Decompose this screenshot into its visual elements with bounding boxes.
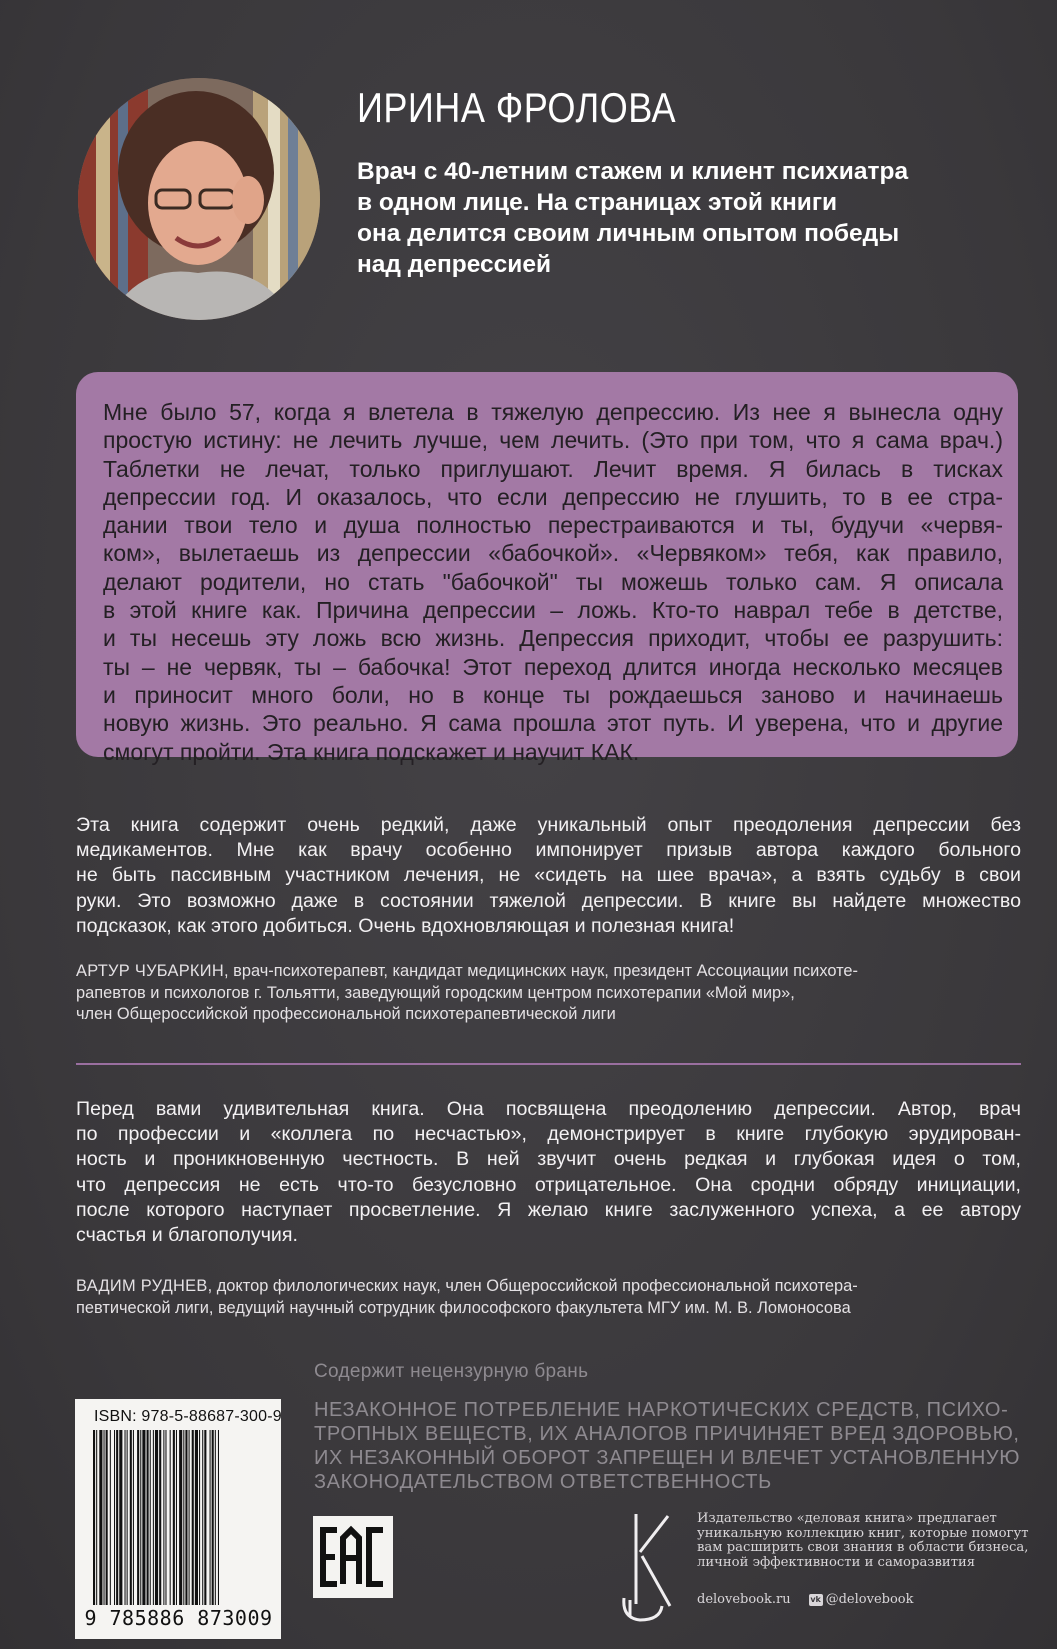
barcode-bar <box>202 1430 203 1605</box>
author-bio <box>357 156 997 280</box>
drug-warning-line: ЗАКОНОДАТЕЛЬСТВОМ ОТВЕТСТВЕННОСТЬ <box>314 1471 772 1493</box>
author-bio-line: Врач с 40-летним стажем и клиент психиатра <box>357 158 909 185</box>
reviewer-name: ВАДИМ РУДНЕВ <box>76 1277 208 1295</box>
barcode-bar <box>96 1430 97 1605</box>
barcode-bar <box>215 1430 216 1605</box>
profanity-warning: Содержит нецензурную брань <box>314 1361 589 1382</box>
barcode-bar <box>125 1430 126 1605</box>
reviewer-credentials: , доктор филологических наук, член Общероссийской профессиональной психотера- <box>207 1277 858 1295</box>
publisher-k-logo-icon <box>610 1508 674 1626</box>
eac-certification-icon <box>313 1516 393 1598</box>
author-name: ИРИНА ФРОЛОВА <box>357 84 677 131</box>
section-divider <box>76 1063 1021 1065</box>
barcode-bar <box>176 1430 177 1605</box>
blurb-line: и ты несешь эту ложь всю жизнь. Депрессия приходит, чтобы ее разрушить: <box>103 625 1003 652</box>
blurb-line: дании твои тело и душа полностью перестраиваются и ты, будучи «червя- <box>103 512 1003 539</box>
drug-warning-line: ТРОПНЫХ ВЕЩЕСТВ, ИХ АНАЛОГОВ ПРИЧИНЯЕТ ВРЕД ЗДОРОВЬЮ, <box>314 1423 1020 1445</box>
publisher-line: вам расширить свои знания в области бизнеса, <box>697 1540 1029 1556</box>
review-line: подсказок, как этого добиться. Очень вдохновляющая и полезная книга! <box>76 914 735 937</box>
blurb-text <box>103 398 1003 766</box>
blurb-line: новую жизнь. Это реально. Я сама прошла этот путь. И уверена, что и другие <box>103 710 1003 737</box>
barcode-bar <box>159 1430 161 1605</box>
blurb-line: простую истину: не лечить лучше, чем лечить. (Это при том, что я сама врач.) <box>103 427 1003 454</box>
barcode-bar <box>110 1430 111 1605</box>
barcode-bar <box>130 1430 132 1605</box>
review-line: ность и проникновенную честность. В ней звучит очень редкая и глубокая идея о том, <box>76 1148 1021 1171</box>
barcode-bar <box>99 1430 102 1605</box>
barcode-bar <box>106 1430 108 1605</box>
publisher-line: уникальную коллекцию книг, которые помогут <box>697 1525 1029 1541</box>
barcode-bar <box>119 1430 122 1605</box>
blurb-line: ком», вылетаешь из депрессии «бабочкой». «Червяком» тебя, как правило, <box>103 540 1003 567</box>
review-line: руки. Это возможно даже в состоянии тяжелой депрессии. В книге вы найдете множество <box>76 889 1021 912</box>
eac-mark <box>313 1516 393 1598</box>
barcode-bar <box>114 1430 115 1605</box>
review-line: Перед вами удивительная книга. Она посвящена преодолению депрессии. Автор, врач <box>76 1098 1021 1120</box>
barcode-bar <box>142 1430 145 1605</box>
review-1-signature <box>76 961 1021 1026</box>
barcode-bar <box>173 1430 175 1605</box>
author-portrait-icon <box>78 78 320 320</box>
reviewer-credentials: член Общероссийской профессиональной психотерапевтической лиги <box>76 1005 616 1023</box>
blurb-line: делают родители, но стать "бабочкой" ты можешь только сам. Я описала <box>103 568 1003 595</box>
publisher-site-link[interactable]: delovebook.ru <box>697 1592 791 1607</box>
barcode-bar <box>163 1430 164 1605</box>
review-line: после которого наступает просветление. Я желаю книге заслуженного успеха, а ее автору <box>76 1198 1021 1221</box>
publisher-line: Издательство «деловая книга» предлагает <box>697 1511 997 1526</box>
drug-warning <box>314 1398 1034 1494</box>
review-1 <box>76 813 1021 939</box>
barcode-bar <box>153 1430 154 1605</box>
barcode-bar <box>140 1430 141 1605</box>
author-photo <box>78 78 320 320</box>
reviewer-credentials: певтической лиги, ведущий научный сотрудник философского факультета МГУ им. М. В. Ломоносова <box>76 1298 851 1317</box>
publisher-description <box>697 1512 1027 1570</box>
blurb-line: в этой книге как. Причина депрессии – ложь. Кто-то наврал тебе в детстве, <box>103 597 1003 624</box>
barcode-bar <box>155 1430 158 1605</box>
drug-warning-line: ИХ НЕЗАКОННЫЙ ОБОРОТ ЗАПРЕЩЕН И ВЛЕЧЕТ УСТАНОВЛЕННУЮ <box>314 1447 1021 1469</box>
blurb-line: депрессии год. И оказалось, что если депрессию не глушить, то в ее стра- <box>103 483 1003 510</box>
barcode-bar <box>133 1430 134 1605</box>
barcode-bar <box>165 1430 166 1605</box>
review-2 <box>76 1097 1021 1248</box>
review-line: счастья и благополучия. <box>76 1224 298 1247</box>
blurb-line: смогут пройти. Эта книга подскажет и научит КАК. <box>103 738 640 765</box>
isbn-label: ISBN: 978-5-88687-300-9 <box>94 1408 282 1425</box>
publisher-social-link[interactable]: @delovebook <box>825 1592 914 1607</box>
barcode-bar <box>137 1430 139 1605</box>
blurb-line: Мне было 57, когда я влетела в тяжелую депрессию. Из нее я вынесла одну <box>103 399 1003 425</box>
author-bio-line: она делится своим личным опытом победы <box>357 220 900 247</box>
barcode-bar <box>195 1430 198 1605</box>
blurb-line: Таблетки не лечат, только приглушают. Лечит время. Я билась в тисках <box>103 455 1003 482</box>
barcode-bar <box>192 1430 194 1605</box>
barcode-bar <box>116 1430 118 1605</box>
review-line: Эта книга содержит очень редкий, даже уникальный опыт преодоления депрессии без <box>76 814 1021 836</box>
review-line: не быть пассивным участником лечения, не «сидеть на шее врача», а взять судьбу в свои <box>76 864 1021 887</box>
barcode-bar <box>150 1430 151 1605</box>
barcode-bar <box>210 1430 211 1605</box>
barcode-bar <box>189 1430 190 1605</box>
vk-icon: vk <box>810 1595 821 1604</box>
barcode-bar <box>212 1430 214 1605</box>
barcode-bar <box>199 1430 200 1605</box>
review-line: медикаментов. Мне как врачу особенно импонирует призыв автора каждого больного <box>76 839 1021 862</box>
publisher-line: личной эффективности и саморазвития <box>697 1554 976 1570</box>
barcode-bar <box>204 1430 206 1605</box>
drug-warning-line: НЕЗАКОННОЕ ПОТРЕБЛЕНИЕ НАРКОТИЧЕСКИХ СРЕДСТВ, ПСИХО- <box>314 1399 1009 1421</box>
reviewer-credentials: рапевтов и психологов г. Тольятти, заведующий городским центром психотерапии «Мой мир», <box>76 983 795 1002</box>
barcode-bar <box>147 1430 149 1605</box>
barcode-bar <box>104 1430 105 1605</box>
barcode-bar <box>183 1430 184 1605</box>
blurb-line: и приносит много боли, но в конце ты рождаешься заново и начинаешь <box>103 681 1003 708</box>
author-bio-line: над депрессией <box>357 251 552 278</box>
blurb-line: ты – не червяк, ты – бабочка! Этот переход длится иногда несколько месяцев <box>103 653 1003 680</box>
barcode-icon <box>93 1430 263 1605</box>
review-line: по профессии и «коллега по несчастью», демонстрирует в книге глубокую эрудирован- <box>76 1123 1021 1146</box>
barcode-digits: 9 785886 873009 <box>84 1606 273 1630</box>
reviewer-credentials: , врач-психотерапевт, кандидат медицинских наук, президент Ассоциации психоте- <box>224 962 858 980</box>
barcode-bar <box>93 1430 95 1605</box>
review-2-signature <box>76 1276 1021 1319</box>
barcode-bar <box>179 1430 182 1605</box>
barcode-bar <box>218 1430 219 1605</box>
author-bio-line: в одном лице. На страницах этой книги <box>357 189 838 216</box>
barcode-bar <box>127 1430 128 1605</box>
barcode-bar <box>185 1430 187 1605</box>
review-line: что депрессия не есть что-то безусловно отрицательное. Она сродни обряду инициации, <box>76 1173 1021 1196</box>
barcode-bar <box>170 1430 171 1605</box>
reviewer-name: АРТУР ЧУБАРКИН <box>76 962 225 980</box>
publisher-links <box>697 1592 914 1607</box>
